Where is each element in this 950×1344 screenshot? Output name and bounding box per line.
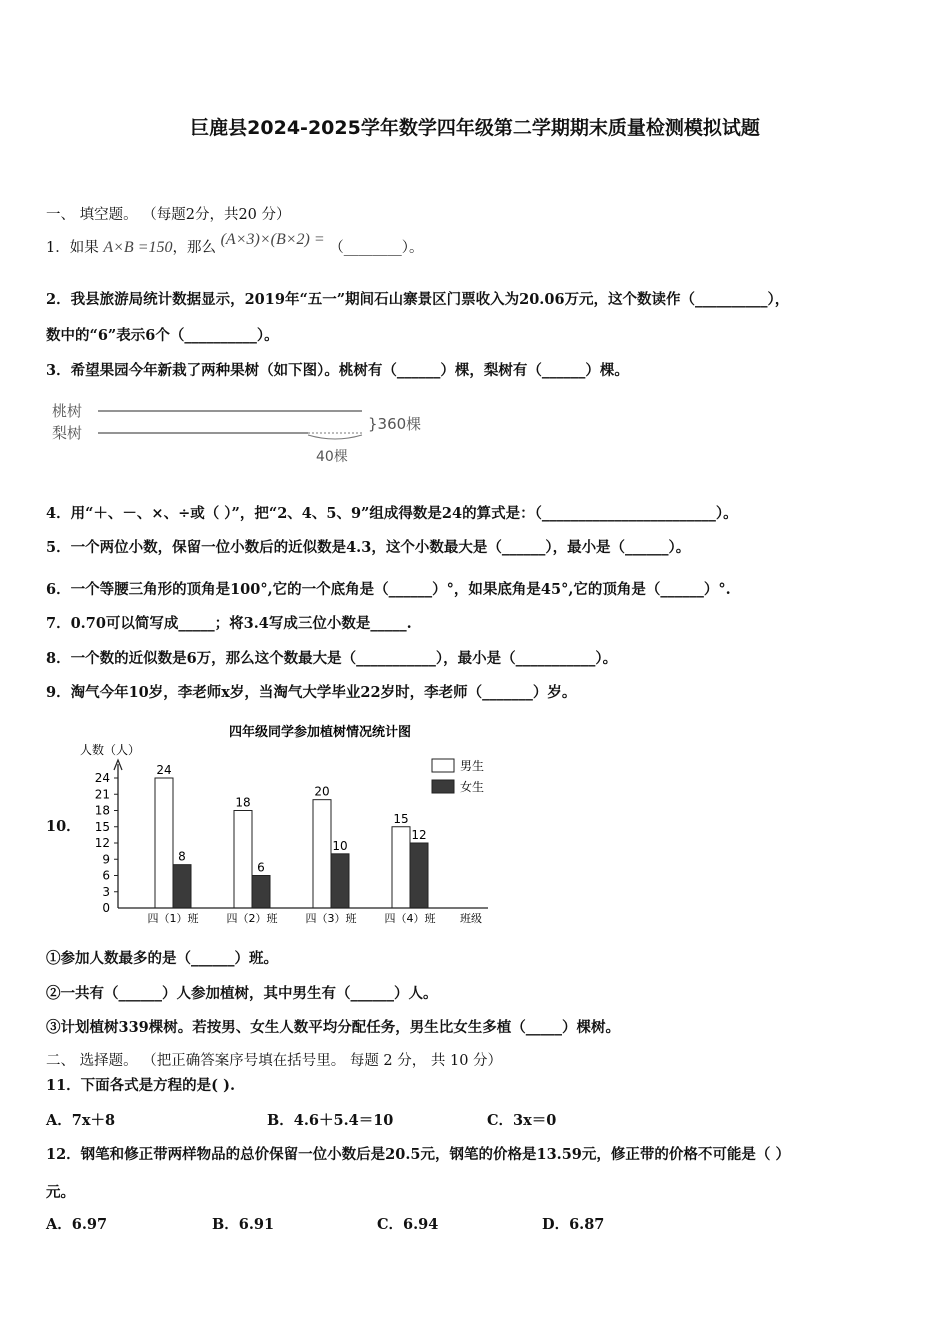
q1-blank: （________）。 (329, 240, 424, 256)
pear-label: 梨树 (52, 424, 83, 442)
q1-expression-1: A×B =150 (103, 239, 173, 256)
legend-swatch-boys (432, 759, 454, 772)
x-category-label: 四（4）班 (384, 912, 436, 925)
question-10-part-2: ②一共有（______）人参加植树，其中男生有（______）人。 (46, 985, 438, 1002)
tree-planting-bar-chart (70, 718, 500, 930)
q1-prefix: 1．如果 (46, 240, 99, 256)
question-10-part-1: ①参加人数最多的是（______）班。 (46, 950, 278, 967)
bar-value-label: 15 (393, 811, 409, 826)
difference-label: 40棵 (316, 449, 348, 465)
bar-boys (234, 811, 252, 909)
question-1 (46, 231, 424, 257)
y-tick-label: 3 (102, 884, 110, 899)
q12-option-c: C．6.94 (377, 1216, 439, 1233)
y-tick-label: 24 (94, 771, 110, 785)
y-tick-label: 9 (102, 852, 110, 867)
y-tick-label: 15 (94, 819, 110, 834)
question-3: 3．希望果园今年新栽了两种果树（如下图）。桃树有（______）棵，梨树有（______）棵。 (46, 362, 629, 379)
legend-label-girls: 女生 (460, 780, 485, 794)
q11-option-b: B．4.6＋5.4＝10 (267, 1112, 394, 1129)
q1-expression-2: (A×3)×(B×2) = (220, 231, 325, 248)
bar-girls (173, 865, 191, 908)
legend-label-boys: 男生 (460, 759, 485, 773)
x-category-label: 四（1）班 (147, 912, 199, 925)
x-category-label: 四（2）班 (226, 912, 278, 925)
question-10-part-3: ③计划植树339棵树。若按男、女生人数平均分配任务，男生比女生多植（_____）棵树。 (46, 1019, 621, 1036)
question-9: 9．淘气今年10岁，李老师x岁，当淘气大学毕业22岁时，李老师（_______）岁。 (46, 684, 577, 701)
x-axis-label: 班级 (460, 912, 482, 925)
bar-boys (155, 778, 173, 908)
question-12-line-1: 12．钢笔和修正带两样物品的总价保留一位小数后是20.5元，钢笔的价格是13.59元，修正带的价格不可能是（ ） (46, 1146, 790, 1163)
y-tick-label: 0 (102, 901, 110, 915)
total-label: }360棵 (368, 415, 422, 433)
bar-value-label: 24 (156, 763, 172, 777)
question-6: 6．一个等腰三角形的顶角是100°,它的一个底角是（______）°，如果底角是45°,它的顶角是（______）°. (46, 581, 731, 598)
question-8: 8．一个数的近似数是6万，那么这个数最大是（___________），最小是（___________）。 (46, 650, 618, 667)
chart-title: 四年级同学参加植树情况统计图 (228, 725, 412, 740)
y-tick-label: 6 (102, 868, 110, 883)
bar-girls (331, 854, 349, 908)
question-2-line-2: 数中的“6”表示6个（__________）。 (46, 327, 279, 344)
question-12-line-2: 元。 (46, 1184, 75, 1201)
question-11: 11．下面各式是方程的是( ). (46, 1077, 235, 1094)
question-4: 4．用“＋、－、×、÷或（ ）”，把“2、4、5、9”组成得数是24的算式是：（________________________）。 (46, 505, 738, 522)
peach-label: 桃树 (52, 402, 83, 420)
q11-option-c: C．3x＝0 (487, 1112, 557, 1129)
y-tick-label: 18 (94, 803, 110, 818)
q12-option-b: B．6.91 (212, 1216, 275, 1233)
chart-legend (432, 758, 484, 794)
y-tick-label: 21 (94, 787, 110, 802)
bar-girls (252, 876, 270, 909)
question-5: 5．一个两位小数，保留一位小数后的近似数是4.3，这个小数最大是（______），最小是（______）。 (46, 539, 691, 556)
bar-girls (410, 843, 428, 908)
q12-option-d: D．6.87 (542, 1216, 605, 1233)
q12-option-a: A．6.97 (46, 1216, 108, 1233)
bar-boys (392, 827, 410, 908)
q1-middle: ，那么 (172, 240, 216, 256)
question-2-line-1: 2．我县旅游局统计数据显示，2019年“五一”期间石山寨景区门票收入为20.06万元，这个数读作（__________）， (46, 291, 790, 308)
bar-value-label: 6 (257, 860, 265, 875)
bar-boys (313, 800, 331, 908)
x-category-label: 四（3）班 (305, 912, 357, 925)
section-1-heading: 一、 填空题。 （每题2分，共20 分） (46, 207, 291, 223)
bar-value-label: 20 (314, 784, 330, 799)
bar-value-label: 18 (235, 795, 251, 810)
bar-value-label: 8 (178, 849, 186, 864)
q3-tree-diagram (46, 395, 446, 470)
y-axis-label: 人数（人） (80, 743, 141, 757)
page-title: 巨鹿县2024-2025学年数学四年级第二学期期末质量检测模拟试题 (190, 117, 760, 139)
section-2-heading: 二、 选择题。 （把正确答案序号填在括号里。 每题 2 分， 共 10 分） (46, 1053, 503, 1069)
question-7: 7．0.70可以简写成_____；将3.4写成三位小数是_____. (46, 615, 412, 632)
y-tick-label: 12 (94, 836, 110, 850)
question-10-number: 10． (46, 818, 81, 835)
q11-option-a: A．7x＋8 (46, 1112, 116, 1129)
bar-value-label: 10 (332, 838, 348, 853)
legend-swatch-girls (432, 780, 454, 793)
difference-brace (308, 435, 362, 439)
bar-value-label: 12 (411, 828, 427, 842)
